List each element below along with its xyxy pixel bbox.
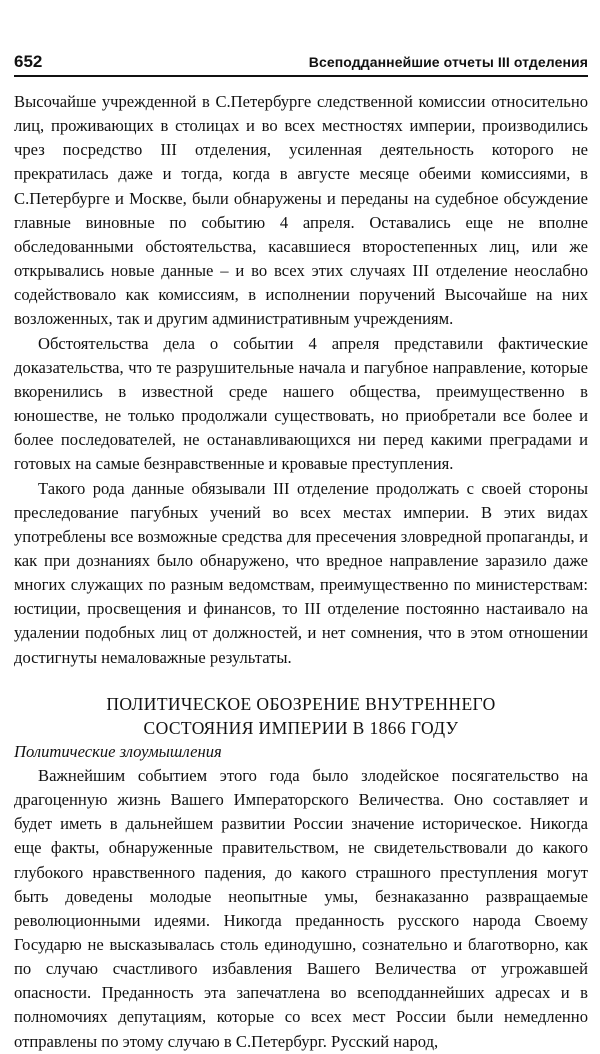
section-title-line-1: ПОЛИТИЧЕСКОЕ ОБОЗРЕНИЕ ВНУТРЕННЕГО (106, 693, 496, 714)
running-title: Всеподданнейшие отчеты III отделения (308, 54, 588, 70)
subheading: Политические злоумышления (14, 741, 222, 761)
paragraph-2: Обстоятельства дела о событии 4 апреля представили фактические доказательства, что те разрушительные начала и пагубное направление, которые вкоренились в известной среде нашего общества, преимущественно в юношестве, не только продолжали существовать, но приобретали все более и более последователей, не останавливающихся ни перед какими преградами и готовых на самые безнравственные и кровавые преступления. (14, 333, 588, 474)
paragraph-4: Важнейшим событием этого года было злодейское посягательство на драгоценную жизнь Вашего Императорского Величества. Оно составляет и будет иметь в дальнейшем развитии России значение историческое. Никогда еще факты, обнаруженные правительством, не свидетельствовали до какого глубокого нравственного падения, до какого страшного преступления могут быть доведены молодые неопытные умы, безнаказанно развращаемые революционными идеями. Никогда преданность русского народа Своему Государю не высказывалась столь единодушно, сознательно и благотворно, как по случаю счастливого избавления Вашего Величества от угрожавшей опасности. Преданность эта запечатлена во всеподданнейших адресах и в полномочиях депутациям, которые со всех мест России были немедленно отправлены по этому случаю в С.Петербург. Русский народ, (14, 765, 588, 1051)
paragraph-1: Высочайше учрежденной в С.Петербурге следственной комиссии относительно лиц, проживающих в столицах и во всех местностях империи, производились чрез посредство III отделения, усиленная деятельность которого не прекратилась даже и тогда, когда в августе месяце обеими комиссиями, в С.Петербурге и Москве, были обнаружены и переданы на судебное обсуждение главные виновные по событию 4 апреля. Оставались еще не вполне обследованными обстоятельства, касавшиеся второстепенных лиц, или же открывались новые данные – и во всех этих случаях III отделение неослабно содействовало как комиссиям, в исполнении поручений Высочайше на них возложенных, так и другим административным учреждениям. (14, 92, 588, 329)
section-title (14, 692, 588, 740)
paragraph-3: Такого рода данные обязывали III отделение продолжать с своей стороны преследование пагубных учений во всех местах империи. В этих видах употреблены все возможные средства для пресечения зловредной пропаганды, и как при дознаниях было обнаружено, что вредное направление заразило даже многих служащих по разным ведомствам, преимущественно по министерствам: юстиции, просвещения и финансов, то III отделение постоянно настаивало на удалении подобных лиц от должностей, и нет сомнения, что в этом отношении достигнуты немаловажные результаты. (14, 478, 588, 667)
page-body (14, 90, 588, 1054)
running-header (14, 52, 588, 77)
section-title-line-2: СОСТОЯНИЯ ИМПЕРИИ В 1866 ГОДУ (143, 717, 459, 738)
page-number: 652 (14, 52, 43, 71)
